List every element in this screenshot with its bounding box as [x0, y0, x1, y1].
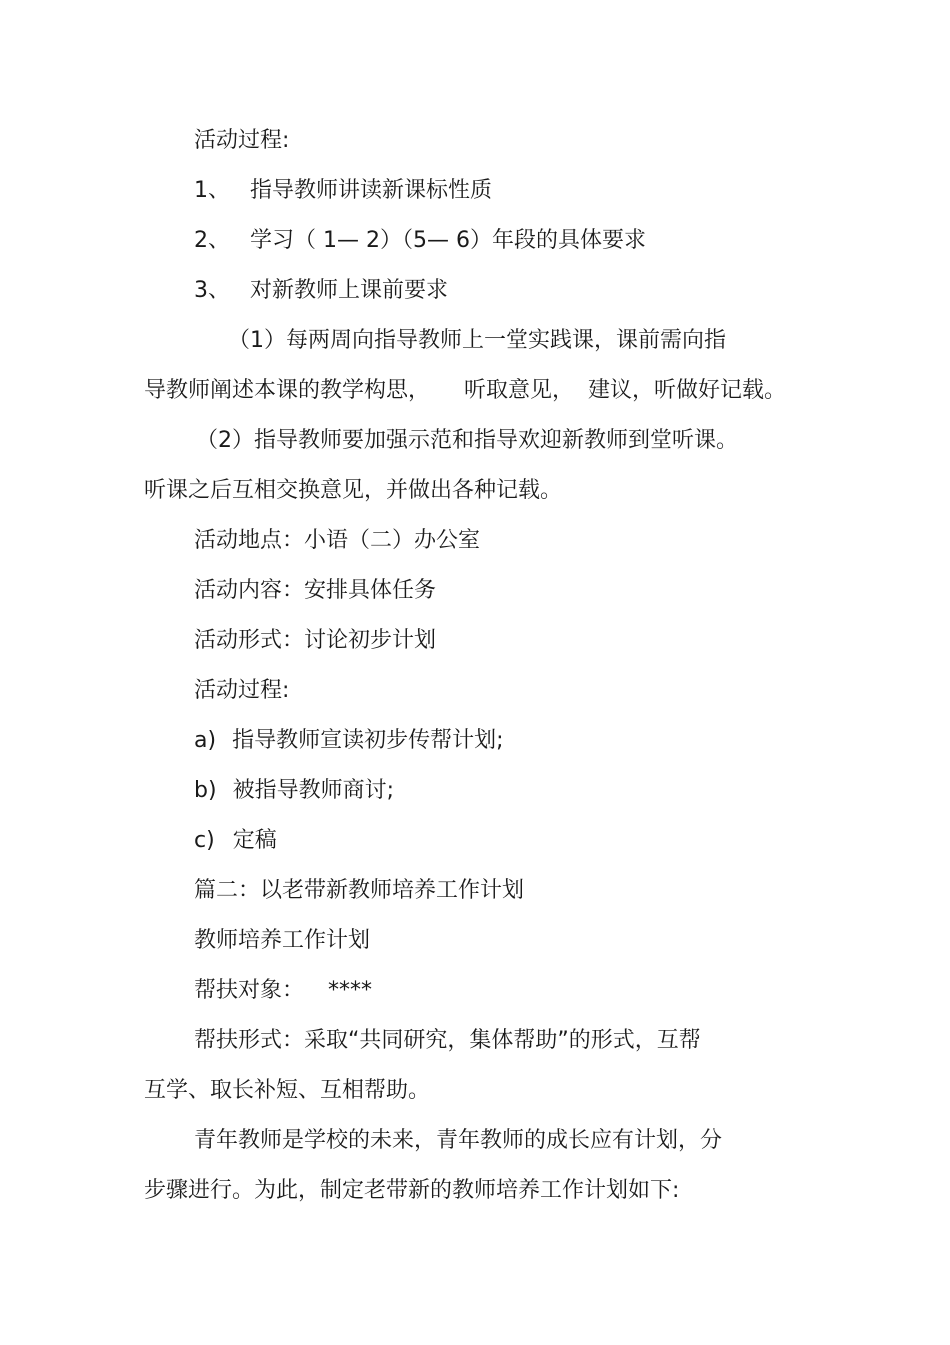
list-text: 指导教师讲读新课标性质: [250, 178, 493, 203]
list-item: [194, 776, 394, 806]
list-text: 被指导教师商讨;: [232, 778, 394, 803]
section-heading: 篇二：以老带新教师培养工作计划: [194, 878, 525, 903]
text-line: 帮扶形式：采取“共同研究，集体帮助”的形式，互帮: [194, 1028, 701, 1053]
list-item: [194, 226, 646, 256]
list-text: 学习（ 1— 2）（5— 6）年段的具体要求: [250, 228, 646, 253]
text-line: 活动形式：讨论初步计划: [194, 628, 437, 653]
text-line: [144, 376, 786, 406]
text-line: 互学、取长补短、互相帮助。: [144, 1078, 431, 1103]
list-item: [194, 726, 504, 756]
field-value: ****: [328, 978, 373, 1003]
list-letter: c): [194, 828, 215, 853]
text-line: 步骤进行。为此，制定老带新的教师培养工作计划如下:: [144, 1178, 680, 1203]
list-number: 1、: [194, 178, 230, 203]
list-letter: a): [194, 728, 217, 753]
text-line: 听课之后互相交换意见，并做出各种记载。: [144, 478, 563, 503]
text-line: 活动过程:: [194, 678, 290, 703]
list-number: 2、: [194, 228, 230, 253]
text-line: 活动地点：小语（二）办公室: [194, 528, 481, 553]
list-item: [194, 826, 277, 856]
list-number: 3、: [194, 278, 230, 303]
text-line: （1）每两周向指导教师上一堂实践课，课前需向指: [228, 328, 726, 353]
text-segment: 导教师阐述本课的教学构思，: [144, 378, 431, 403]
text-line: 活动过程:: [194, 128, 290, 153]
text-line: （2）指导教师要加强示范和指导欢迎新教师到堂听课。: [196, 428, 738, 453]
list-text: 定稿: [232, 828, 277, 853]
text-segment: 听取意见，: [464, 378, 575, 403]
list-item: [194, 276, 448, 306]
text-segment: 建议，听做好记载。: [588, 378, 787, 403]
text-line: 活动内容：安排具体任务: [194, 578, 437, 603]
list-text: 指导教师宣读初步传帮计划;: [232, 728, 504, 753]
text-line: 青年教师是学校的未来，青年教师的成长应有计划，分: [194, 1128, 723, 1153]
text-line: [194, 976, 372, 1006]
text-line: 教师培养工作计划: [194, 928, 371, 953]
list-item: [194, 176, 492, 206]
list-letter: b): [194, 778, 217, 803]
field-label: 帮扶对象：: [194, 978, 305, 1003]
list-text: 对新教师上课前要求: [250, 278, 449, 303]
